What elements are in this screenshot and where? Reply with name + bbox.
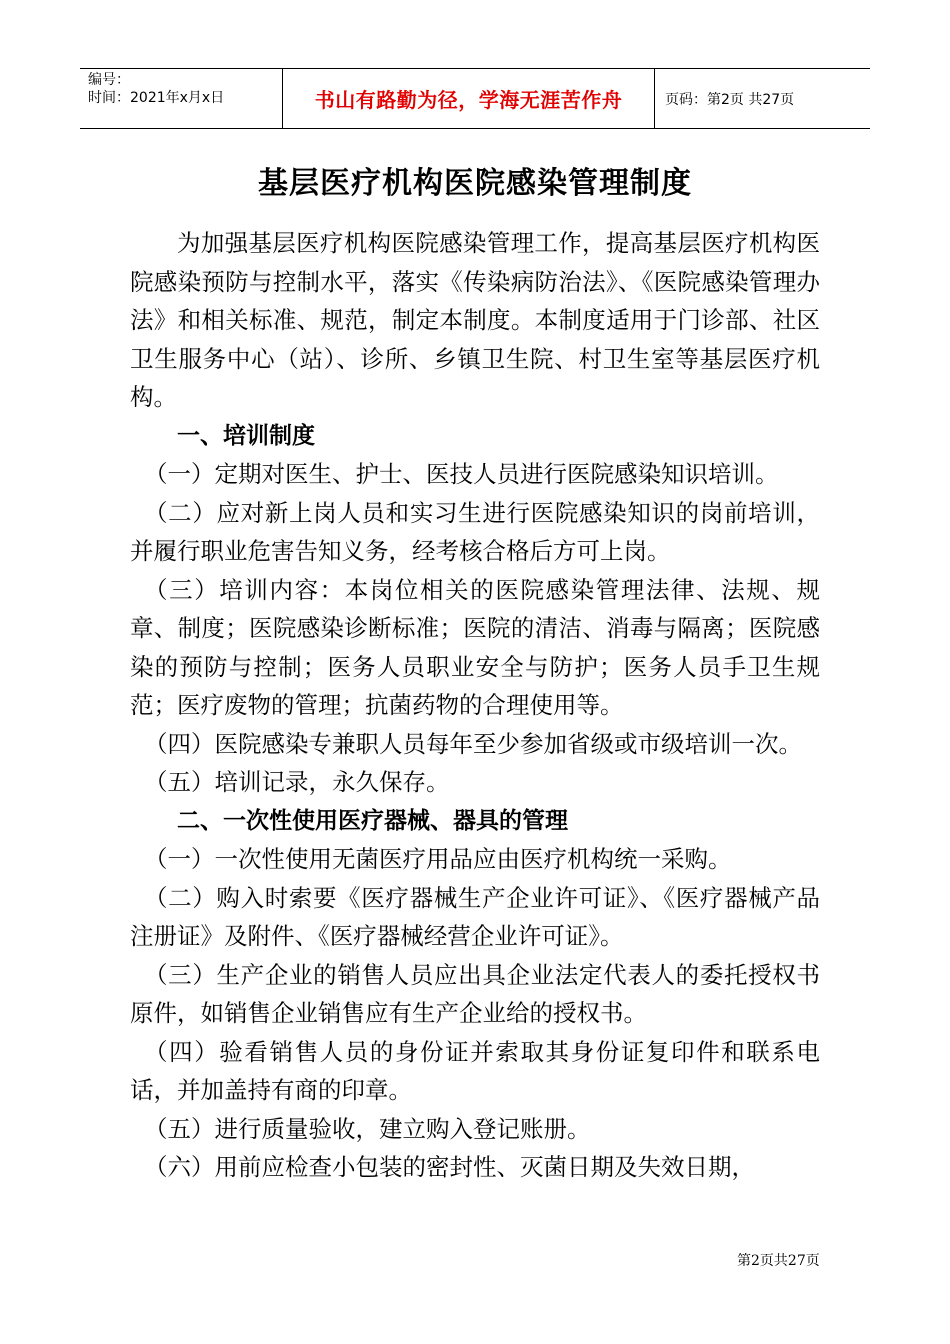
- paragraph: （三）培训内容：本岗位相关的医院感染管理法律、法规、规章、制度；医院感染诊断标准；医院的清洁、消毒与隔离；医院感染的预防与控制；医务人员职业安全与防护；医务人员手卫生规范；医疗废物的管理；抗菌药物的合理使用等。: [130, 575, 820, 719]
- paragraph: （二）应对新上岗人员和实习生进行医院感染知识的岗前培训，并履行职业危害告知义务，经考核合格后方可上岗。: [130, 498, 820, 565]
- paragraph: （一）定期对医生、护士、医技人员进行医院感染知识培训。: [144, 460, 779, 488]
- number-label: 编号：: [88, 72, 130, 88]
- paragraph: （六）用前应检查小包装的密封性、灭菌日期及失效日期，: [144, 1153, 755, 1181]
- header-page-info: 页码：第2页 共27页: [665, 91, 795, 108]
- paragraph: （一）一次性使用无菌医疗用品应由医疗机构统一采购。: [144, 845, 732, 873]
- paragraph: （四）验看销售人员的身份证并索取其身份证复印件和联系电话，并加盖持有商的印章。: [130, 1037, 820, 1104]
- section-heading-disposables: 二、一次性使用医疗器械、器具的管理: [177, 807, 568, 834]
- intro-paragraph: 为加强基层医疗机构医院感染管理工作，提高基层医疗机构医院感染预防与控制水平，落实《传染病防治法》、《医院感染管理办法》和相关标准、规范，制定本制度。本制度适用于门诊部、社区卫生服务中心（站）、诊所、乡镇卫生院、村卫生室等基层医疗机构。: [130, 229, 820, 411]
- header-motto: 书山有路勤为径，学海无涯苦作舟: [282, 69, 655, 128]
- document-title: 基层医疗机构医院感染管理制度: [258, 166, 692, 201]
- page-footer: 第2页共27页: [737, 1253, 820, 1269]
- header-meta: [80, 69, 282, 128]
- paragraph: （五）培训记录，永久保存。: [144, 768, 450, 796]
- paragraph: （二）购入时索要《医疗器械生产企业许可证》、《医疗器械产品注册证》及附件、《医疗器械经营企业许可证》。: [130, 883, 820, 950]
- page-header: [80, 68, 870, 129]
- time-label: 时间：2021年x月x日: [88, 90, 225, 106]
- paragraph: （四）医院感染专兼职人员每年至少参加省级或市级培训一次。: [144, 729, 802, 758]
- document-body: [130, 224, 820, 1187]
- paragraph: （五）进行质量验收，建立购入登记账册。: [144, 1114, 591, 1143]
- paragraph: （三）生产企业的销售人员应出具企业法定代表人的委托授权书原件，如销售企业销售应有生产企业给的授权书。: [130, 960, 820, 1027]
- section-heading-training: 一、培训制度: [177, 422, 315, 449]
